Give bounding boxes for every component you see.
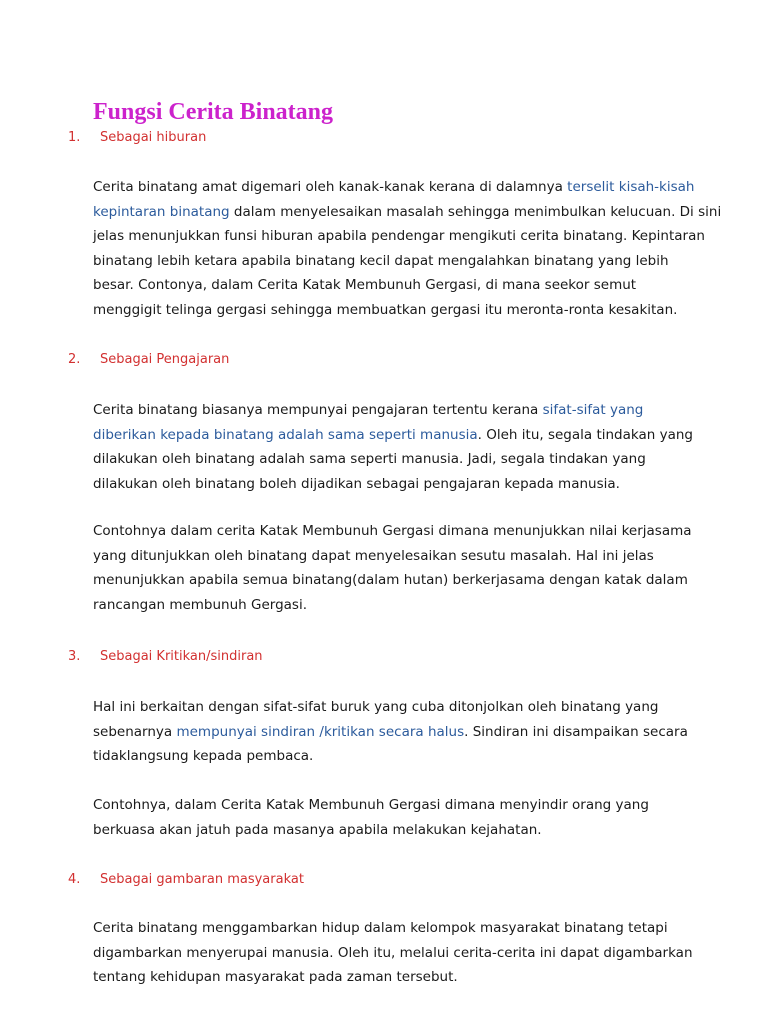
highlighted-text: diberikan kepada binatang adalah sama seperti manusia [93, 426, 478, 443]
paragraph-line [93, 273, 683, 298]
paragraph-line [93, 447, 683, 472]
text-segment: Contohnya, dalam Cerita Katak Membunuh Gergasi dimana menyindir orang yang [93, 797, 649, 813]
paragraph [93, 398, 693, 496]
section-heading-label: Sebagai gambaran masyarakat [100, 872, 304, 887]
section-heading-1 [68, 127, 206, 149]
text-segment: besar. Contonya, dalam Cerita Katak Membunuh Gergasi, di mana seekor semut [93, 277, 637, 293]
paragraph-line [93, 568, 688, 593]
paragraph-line [93, 472, 683, 497]
text-segment: dilakukan oleh binatang boleh dijadikan sebagai pengajaran kepada manusia. [93, 475, 620, 492]
paragraph-line [93, 793, 683, 818]
highlighted-text: mempunyai sindiran /kritikan secara halus [176, 723, 465, 740]
text-segment: yang ditunjukkan oleh binatang dapat menyelesaikan sesutu masalah. Hal ini jelas [93, 547, 654, 564]
paragraph-line [93, 398, 683, 423]
paragraph-line [93, 423, 693, 448]
paragraph [93, 519, 692, 617]
paragraph-line [93, 175, 695, 200]
text-segment: jelas menunjukkan funsi hiburan apabila pendengar mengikuti cerita binatang. Kepintaran [93, 228, 705, 244]
text-segment: dilakukan oleh binatang adalah sama seperti manusia. Jadi, segala tindakan yang [93, 451, 646, 467]
text-segment: dalam menyelesaikan masalah sehingga menimbulkan kelucuan. Di sini [229, 203, 722, 220]
paragraph [93, 175, 722, 322]
section-number: 2. [68, 352, 81, 367]
text-segment: Cerita binatang biasanya mempunyai pengajaran tertentu kerana [93, 402, 543, 418]
section-number: 3. [68, 649, 81, 664]
paragraph-line [93, 818, 683, 843]
text-segment: Cerita binatang amat digemari oleh kanak-kanak kerana di dalamnya [93, 179, 568, 195]
paragraph [93, 695, 688, 769]
text-segment: digambarkan menyerupai manusia. Oleh itu, melalui cerita-cerita ini dapat digambarkan [93, 944, 693, 961]
text-segment: tentang kehidupan masyarakat pada zaman tersebut. [93, 969, 458, 985]
text-segment: tidaklangsung kepada pembaca. [93, 748, 314, 764]
highlighted-text: terselit kisah-kisah [567, 179, 695, 195]
text-segment: rancangan membunuh Gergasi. [93, 596, 308, 613]
highlighted-text: sifat-sifat yang [542, 402, 644, 418]
text-segment: menggigit telinga gergasi sehingga membuatkan gergasi itu meronta-ronta kesakitan. [93, 301, 678, 318]
section-heading-3 [68, 646, 263, 668]
text-segment: binatang lebih ketara apabila binatang kecil dapat mengalahkan binatang yang lebih [93, 252, 669, 269]
paragraph-line [93, 744, 683, 769]
paragraph [93, 793, 683, 842]
text-segment: . Oleh itu, segala tindakan yang [477, 426, 693, 443]
text-segment: Hal ini berkaitan dengan sifat-sifat buruk yang cuba ditonjolkan oleh binatang yang [93, 699, 659, 715]
text-segment: berkuasa akan jatuh pada masanya apabila melakukan kejahatan. [93, 821, 542, 838]
paragraph-line [93, 249, 683, 274]
section-heading-label: Sebagai Pengajaran [100, 352, 230, 367]
paragraph [93, 916, 693, 990]
paragraph-line [93, 941, 693, 966]
paragraph-line [93, 200, 722, 225]
paragraph-line [93, 593, 683, 618]
paragraph-line [93, 720, 688, 745]
text-segment: sebenarnya [93, 723, 177, 740]
section-heading-4 [68, 869, 304, 891]
text-segment: Cerita binatang menggambarkan hidup dalam kelompok masyarakat binatang tetapi [93, 920, 668, 936]
section-heading-label: Sebagai Kritikan/sindiran [100, 649, 263, 664]
paragraph-line [93, 916, 683, 941]
section-number: 4. [68, 872, 81, 887]
text-segment: menunjukkan apabila semua binatang(dalam hutan) berkerjasama dengan katak dalam [93, 572, 688, 588]
text-segment: Contohnya dalam cerita Katak Membunuh Gergasi dimana menunjukkan nilai kerjasama [93, 523, 692, 539]
section-number: 1. [68, 130, 81, 145]
paragraph-line [93, 965, 683, 990]
page-title: Fungsi Cerita Binatang [93, 99, 334, 125]
text-segment: . Sindiran ini disampaikan secara [464, 723, 688, 740]
paragraph-line [93, 544, 683, 569]
highlighted-text: kepintaran binatang [93, 203, 230, 220]
paragraph-line [93, 224, 705, 249]
section-heading-2 [68, 349, 229, 371]
paragraph-line [93, 695, 683, 720]
paragraph-line [93, 519, 692, 544]
paragraph-line [93, 298, 683, 323]
section-heading-label: Sebagai hiburan [100, 130, 207, 145]
